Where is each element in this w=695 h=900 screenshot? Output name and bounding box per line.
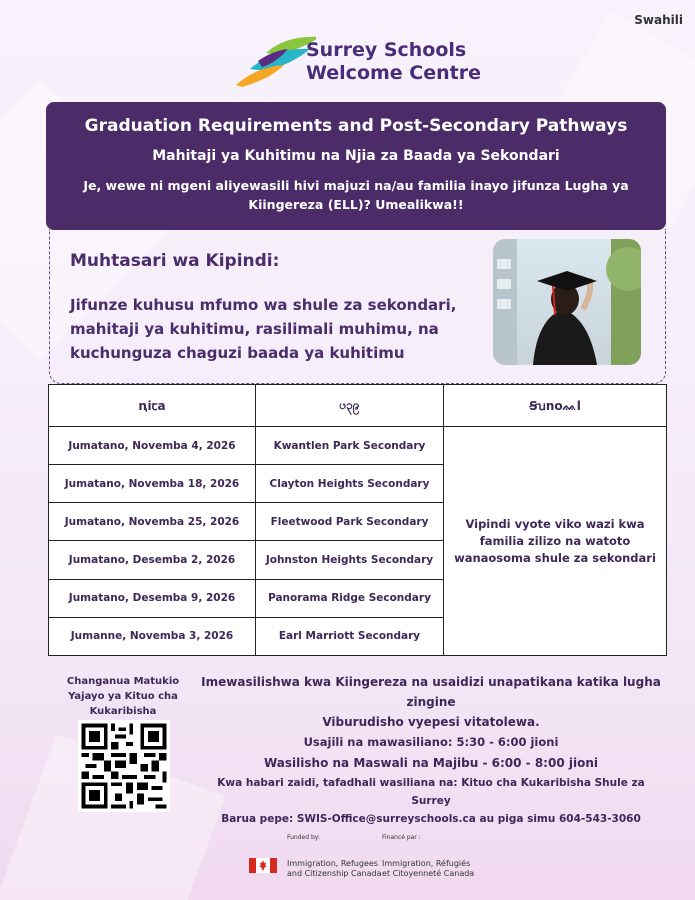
language-label: Swahili — [634, 13, 683, 27]
session-school: Kwantlen Park Secondary — [256, 427, 444, 465]
session-date: Jumatano, Desemba 2, 2026 — [49, 541, 256, 579]
session-date: Jumatano, Novemba 25, 2026 — [49, 503, 256, 541]
funder-name-line-2: and Citizenship Canada — [287, 868, 382, 878]
session-overview — [49, 229, 666, 384]
session-date: Jumatano, Desemba 9, 2026 — [49, 579, 256, 617]
info-language: Imewasilishwa kwa Kiingereza na usaidizi unapatikana katika lugha zingine — [201, 675, 661, 709]
qr-code-icon[interactable] — [78, 720, 170, 812]
info-email-phone: Barua pepe: SWIS-Office@surreyschools.ca au piga simu 604-543-3060 — [221, 813, 641, 825]
graduate-photo — [493, 239, 641, 365]
banner-title: Graduation Requirements and Post-Secondary Pathways — [84, 116, 628, 136]
session-school: Clayton Heights Secondary — [256, 465, 444, 503]
funder-english — [287, 834, 381, 878]
logo-line-2: Welcome Centre — [306, 62, 481, 84]
session-school: Johnston Heights Secondary — [256, 541, 444, 579]
event-banner — [46, 102, 666, 230]
logo-line-1: Surrey Schools — [306, 39, 467, 61]
surrey-schools-logo — [236, 33, 496, 89]
table-row — [49, 427, 667, 465]
header-date: ꞑiꞇa — [49, 385, 256, 427]
finance-par-label: Financé par : — [382, 834, 421, 841]
header-notes: Ꞩꭒnoᨐl — [444, 385, 667, 427]
funder-name-fr-line-2: et Citoyenneté Canada — [382, 868, 475, 878]
banner-subtitle: Mahitaji ya Kuhitimu na Njia za Baada ya Sekondari — [152, 148, 560, 164]
canada-flag-icon — [249, 858, 277, 873]
table-header-row — [49, 385, 667, 427]
session-date: Jumanne, Novemba 3, 2026 — [49, 617, 256, 655]
funder-french — [382, 834, 474, 878]
info-presentation-time: Wasilisho na Maswali na Majibu - 6:00 - 8:00 jioni — [264, 756, 598, 770]
session-date: Jumatano, Novemba 18, 2026 — [49, 465, 256, 503]
session-school: Panorama Ridge Secondary — [256, 579, 444, 617]
header-location: ၒ၃၉ — [256, 385, 444, 427]
surrey-schools-logo-mark-icon — [236, 33, 316, 89]
graduate-photo-icon — [493, 239, 641, 365]
schedule-table — [48, 384, 667, 656]
info-registration-time: Usajili na mawasiliano: 5:30 - 6:00 jioni — [303, 735, 559, 749]
banner-invite: Je, wewe ni mgeni aliyewasili hivi majuzi na/au familia inayo jifunza Lugha ya Kiingereza (ELL)? Umealikwa!! — [83, 178, 629, 212]
info-contact: Kwa habari zaidi, tafadhali wasiliana na: Kituo cha Kukaribisha Shule za Surrey — [217, 777, 645, 807]
event-info — [196, 672, 666, 828]
overview-title: Muhtasari wa Kipindi: — [70, 251, 280, 271]
sessions-note: Vipindi vyote viko wazi kwa familia zilizo na watoto wanaosoma shule za sekondari — [444, 427, 667, 656]
overview-body: Jifunze kuhusu mfumo wa shule za sekondari, mahitaji ya kuhitimu, rasilimali muhimu, na kuchunguza chaguzi baada ya kuhitimu — [70, 296, 457, 362]
info-refreshments: Viburudisho vyepesi vitatolewa. — [322, 715, 540, 729]
funded-by-label: Funded by: — [287, 834, 320, 841]
session-school: Fleetwood Park Secondary — [256, 503, 444, 541]
session-date: Jumatano, Novemba 4, 2026 — [49, 427, 256, 465]
funder-name-fr-line-1: Immigration, Réfugiés — [382, 859, 471, 868]
funder-name-line-1: Immigration, Refugees — [287, 859, 378, 868]
session-school: Earl Marriott Secondary — [256, 617, 444, 655]
qr-label: Changanua Matukio Yajayo ya Kituo cha Kukaribisha — [66, 676, 180, 717]
